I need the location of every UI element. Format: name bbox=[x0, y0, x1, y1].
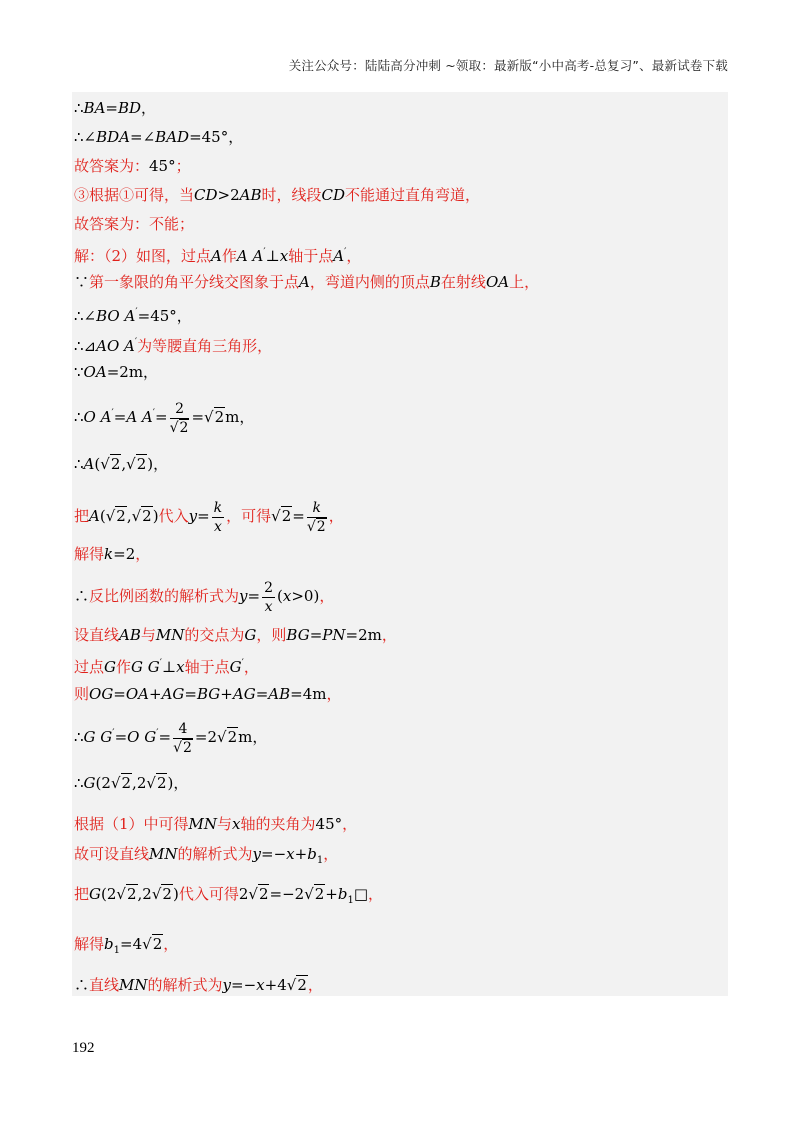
solution-line-25: ∴直线MN的解析式为y=−x+4√2， bbox=[74, 976, 323, 994]
solution-content bbox=[72, 92, 728, 996]
solution-line-5: 故答案为：不能； bbox=[74, 215, 195, 233]
page-header: 关注公众号：陆陆高分冲刺 ~领取：最新版“小中高考-总复习”、最新试卷下载 bbox=[288, 58, 728, 73]
solution-line-1: ∴BA=BD， bbox=[74, 99, 157, 117]
fraction: $\frac{2}{x}$ bbox=[264, 579, 274, 615]
solution-line-9: ∴⊿AO A′为等腰直角三角形， bbox=[74, 337, 273, 355]
solution-line-7: ∵第一象限的角平分线交图象于点A，弯道内侧的顶点B在射线OA上， bbox=[74, 273, 540, 291]
fraction: $\frac{4}{√2}$ bbox=[173, 720, 192, 756]
solution-line-17: 过点G作G G′⊥x轴于点G′， bbox=[74, 658, 259, 676]
fraction: $\frac{k}{x}$ bbox=[213, 499, 223, 535]
solution-line-15: ∴反比例函数的解析式为y= $\frac{2}{x}$ (x>0)， bbox=[74, 579, 335, 615]
solution-line-4: ③根据①可得，当CD>2AB时，线段CD不能通过直角弯道， bbox=[74, 186, 481, 204]
solution-line-19: ∴G G′=O G′= $\frac{4}{√2}$ =2√2m， bbox=[74, 720, 268, 756]
solution-line-14: 解得k=2， bbox=[74, 545, 151, 563]
solution-line-2: ∴∠BDA=∠BAD=45°， bbox=[74, 128, 244, 146]
solution-line-16: 设直线AB与MN的交点为G，则BG=PN=2m， bbox=[74, 626, 397, 644]
page-number: 192 bbox=[72, 1040, 95, 1056]
solution-line-10: ∵OA=2m， bbox=[74, 363, 159, 381]
solution-line-18: 则OG=OA+AG=BG+AG=AB=4m， bbox=[74, 685, 342, 703]
fraction: $\frac{2}{√2}$ bbox=[169, 400, 189, 436]
solution-line-11: ∴O A′=A A′= $\frac{2}{√2}$ =√2m， bbox=[74, 400, 255, 436]
solution-line-21: 根据（1）中可得MN与x轴的夹角为45°， bbox=[74, 815, 358, 833]
solution-line-20: ∴G(2√2,2√2)， bbox=[74, 774, 189, 792]
solution-line-8: ∴∠BO A′=45°， bbox=[74, 307, 192, 325]
solution-line-6: 解：（2）如图，过点A作A A′⊥x轴于点A′， bbox=[74, 247, 362, 265]
solution-line-13: 把A(√2,√2)代入y= $\frac{k}{x}$ ，可得√2= $\frac{k}{√2}$ ， bbox=[74, 499, 344, 535]
fraction: $\frac{k}{√2}$ bbox=[306, 499, 326, 535]
solution-line-24: 解得$b_1=4√2$， bbox=[74, 935, 179, 956]
solution-line-3: 故答案为：45°； bbox=[74, 157, 191, 175]
solution-line-23: 把G(2√2,2√2)代入可得$2√2=-2√2+b_1□$， bbox=[74, 885, 384, 906]
solution-line-12: ∴A(√2,√2)， bbox=[74, 455, 169, 473]
solution-line-22: 故可设直线MN的解析式为$y=-x+b_1$， bbox=[74, 845, 339, 866]
